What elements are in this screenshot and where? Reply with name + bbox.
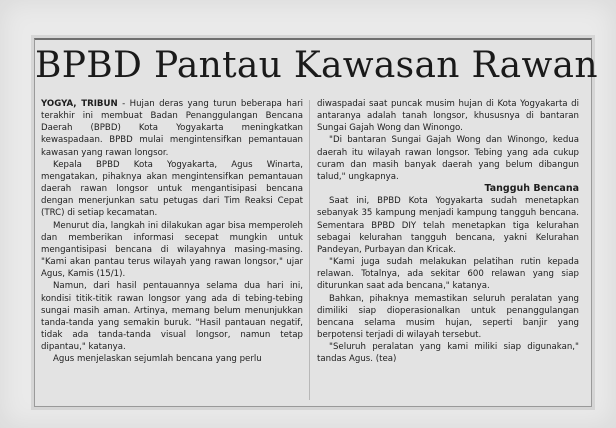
article-paper	[34, 38, 598, 407]
paragraph: Namun, dari hasil pentauannya selama dua hari ini, kondisi titik-titik rawan longsor yang ada di tebing-tebing sungai masih aman. Artinya, memang belum menunjukkan tanda-tanda yang semakin buruk. "Hasil pantauan negatif, tidak ada tanda-tanda visual longsor, namun tetap dipantau," katanya.	[41, 281, 303, 353]
right-column	[317, 98, 579, 365]
subheading: Tangguh Bencana	[484, 183, 579, 195]
paragraph: "Kami juga sudah melakukan pelatihan rutin kepada relawan. Totalnya, ada sekitar 600 relawan yang siap diturunkan saat ada bencana," katanya.	[317, 257, 579, 292]
lead-text: - Hujan deras yang turun beberapa hari terakhir ini membuat Badan Penanggulangan Bencana Daerah (BPBD) Kota Yogyakarta meningkatkan kewaspadaan. BPBD mulai mengintensifkan pemantauan kawasan yang rawan longsor.	[41, 99, 304, 158]
paragraph: Agus menjelaskan sejumlah bencana yang perlu	[53, 354, 262, 365]
left-column	[41, 98, 303, 365]
column-divider	[309, 100, 310, 400]
paragraph: Saat ini, BPBD Kota Yogyakarta sudah menetapkan sebanyak 35 kampung menjadi kampung tangguh bencana. Sementara BPBD DIY telah menetapkan tiga kelurahan sebagai kelurahan tangguh bencana, yakni Kelurahan Pandeyan, Purbayan dan Kricak.	[317, 196, 579, 255]
lead-paragraph	[41, 98, 303, 159]
dateline: YOGYA, TRIBUN	[41, 99, 118, 109]
paragraph: "Di bantaran Sungai Gajah Wong dan Winongo, kedua daerah itu wilayah rawan longsor. Tebing yang ada cukup curam dan masih banyak daerah yang belum dibangun talud," ungkapnya.	[317, 135, 579, 182]
continuation-paragraph: diwaspadai saat puncak musim hujan di Kota Yogyakarta di antaranya adalah tanah longsor, khususnya di bantaran Sungai Gajah Wong dan Winongo.	[317, 99, 579, 134]
paragraph: Kepala BPBD Kota Yogyakarta, Agus Winarta, mengatakan, pihaknya akan mengintensifkan pemantauan daerah rawan longsor untuk mengantisipasi bencana dengan menerjunkan satu petugas dari Tim Reaksi Cepat (TRC) di setiap kecamatan.	[41, 159, 303, 219]
paragraph: "Seluruh peralatan yang kami miliki siap digunakan," tandas Agus. (tea)	[317, 342, 579, 365]
paragraph: Menurut dia, langkah ini dilakukan agar bisa memperoleh dan memberikan informasi secepat mungkin untuk mengantisipasi bencana di wilayahnya masing-masing. "Kami akan pantau terus wilayah yang rawan longsor," ujar Agus, Kamis (15/1).	[41, 220, 303, 280]
paragraph: Bahkan, pihaknya memastikan seluruh peralatan yang dimiliki siap dioperasionalkan untuk penanggulangan bencana selama musim hujan, seperti banjir yang berpotensi terjadi di wilayah tersebut.	[317, 293, 579, 340]
article-headline: BPBD Pantau Kawasan Rawan	[35, 45, 598, 86]
